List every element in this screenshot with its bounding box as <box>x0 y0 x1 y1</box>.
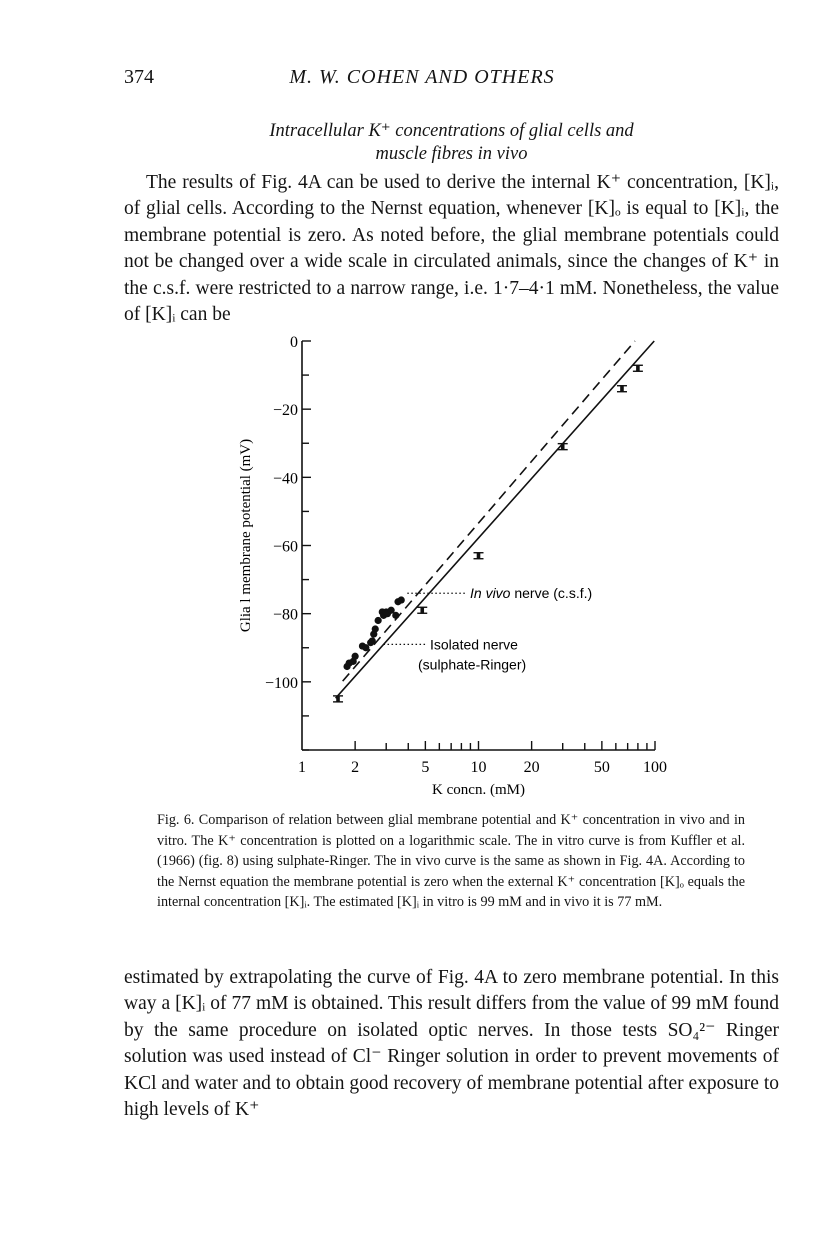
section-title-line-1: Intracellular K⁺ concentrations of glial cells and <box>269 121 634 141</box>
in-vivo-data-point <box>372 625 379 632</box>
isolated-nerve-annotation-line-1: Isolated nerve <box>430 636 518 653</box>
section-title <box>124 120 779 166</box>
x-tick-label: 1 <box>298 759 306 776</box>
in-vivo-data-point <box>352 653 359 660</box>
y-tick-label: 0 <box>290 334 298 351</box>
section-title-line-2: muscle fibres in vivo <box>375 144 528 164</box>
figure-caption: Fig. 6. Comparison of relation between glial membrane potential and K⁺ concentration in vivo and in vitro. The K⁺ concentration is plotted on a logarithmic scale. The in vitro curve is from Kuffler et al. (1966) (fig. 8) using sulphate-Ringer. The in vivo curve is the same as shown in Fig. 4A. According to the Nernst equation the membrane potential is zero when the external K⁺ concentration [K]ₒ equals the internal concentration [K]ᵢ. The estimated [K]ᵢ in vitro is 99 mM and in vivo it is 77 mM. <box>157 812 745 911</box>
x-tick-label: 20 <box>523 759 540 776</box>
isolated-nerve-annotation-line-2: (sulphate-Ringer) <box>418 656 527 673</box>
y-tick-label: −40 <box>272 470 298 488</box>
isolated-nerve-data-point <box>333 696 343 702</box>
x-tick-label: 10 <box>470 759 487 776</box>
error-bar-body <box>477 553 481 559</box>
y-tick-label: −100 <box>264 674 298 692</box>
in-vivo-annotation-rest: nerve (c.s.f.) <box>510 585 593 602</box>
body-paragraph-1-text: The results of Fig. 4A can be used to derive the internal K⁺ concentration, [K]ᵢ, of glial cells. According to the Nernst equation, whenever [K]ₒ is equal to [K]ᵢ, the membrane potential is zero. As noted before, the glial membrane potentials could not be changed over a wide scale in circulated animals, since the changes of K⁺ in the c.s.f. were restricted to a narrow range, i.e. 1·7–4·1 mM. Nonetheless, the value of [K]ᵢ can be <box>124 172 779 326</box>
y-axis-label: Glia l membrane potential (mV) <box>238 438 254 633</box>
x-tick-label: 100 <box>643 759 667 776</box>
body-paragraph-1 <box>124 170 779 328</box>
in-vivo-data-point <box>369 637 376 644</box>
in-vivo-regression-line <box>343 341 635 681</box>
y-tick-label: −20 <box>272 402 298 420</box>
isolated-nerve-data-point <box>417 607 427 613</box>
error-bar-body <box>561 444 565 450</box>
page-header <box>124 66 720 96</box>
error-bar-body <box>636 365 640 371</box>
error-bar-body <box>620 386 624 392</box>
y-tick-label: −80 <box>272 606 298 624</box>
in-vivo-annotation <box>470 585 592 601</box>
x-tick-label: 5 <box>421 759 430 776</box>
in-vivo-data-point <box>398 596 405 603</box>
in-vivo-annotation-italic: In vivo <box>470 585 511 602</box>
error-bar-body <box>336 696 340 702</box>
isolated-nerve-data-point <box>474 553 484 559</box>
y-tick-label: −60 <box>272 538 298 556</box>
body-paragraph-2: estimated by extrapolating the curve of Fig. 4A to zero membrane potential. In this way a [K]ᵢ of 77 mM is obtained. This result differs from the value of 99 mM found by the same procedure on isolated optic nerves. In those tests SO₄²⁻ Ringer solution was used instead of Cl⁻ Ringer solution in order to prevent movements of KCl and water and to obtain good recovery of membrane potential after exposure to high levels of K⁺ <box>124 967 779 1121</box>
page-number: 374 <box>124 66 154 88</box>
isolated-nerve-data-point <box>617 386 627 392</box>
in-vivo-data-point <box>392 612 399 619</box>
figure-6 <box>230 328 670 798</box>
x-axis-label: K concn. (mM) <box>432 782 525 798</box>
error-bar-body <box>420 607 424 613</box>
isolated-nerve-data-point <box>633 365 643 371</box>
in-vivo-data-point <box>375 617 382 624</box>
x-tick-label: 2 <box>351 759 360 776</box>
x-tick-label: 50 <box>593 759 610 776</box>
running-title: M. W. COHEN AND OTHERS <box>289 66 555 88</box>
figure-6-chart <box>230 328 670 798</box>
